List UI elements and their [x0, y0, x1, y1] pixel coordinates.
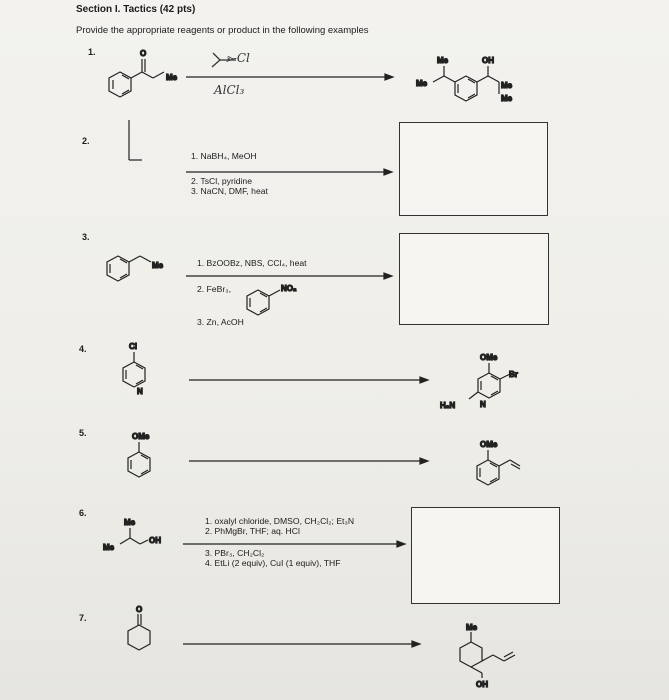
- problem-7-product-oh: OH: [476, 680, 488, 689]
- problem-6-number: 6.: [79, 508, 87, 518]
- problem-4-product-h2n: H₂N: [440, 401, 456, 410]
- problem-4-product-br: Br: [509, 370, 518, 379]
- problem-1-arrow: [186, 74, 393, 80]
- problem-7-product-me: Me: [466, 623, 478, 632]
- problem-6-start-oh: OH: [149, 536, 161, 545]
- problem-5-number: 5.: [79, 428, 87, 438]
- problem-1-product-me-bottom: Me: [501, 94, 513, 103]
- problem-5-start-ome: OMe: [132, 432, 150, 441]
- problem-6-arrow: [183, 541, 405, 547]
- problem-6-reagent-1: 1. oxalyl chloride, DMSO, CH₂Cl₂; Et₃N: [205, 516, 355, 526]
- problem-4-start-n: N: [137, 387, 143, 396]
- problem-6-reagent-2: 2. PhMgBr, THF; aq. HCl: [205, 526, 300, 536]
- problem-3-reagent-1: 1. BzOOBz, NBS, CCl₄, heat: [197, 258, 307, 268]
- problem-1-start-carbonyl-o: O: [140, 49, 147, 58]
- problem-1-start-me: Me: [166, 73, 178, 82]
- problem-3-starting-material: [107, 256, 151, 281]
- problem-1-handwritten-isopropyl: [212, 53, 236, 67]
- problem-7-number: 7.: [79, 613, 87, 623]
- section-title: Section I. Tactics (42 pts): [76, 4, 196, 15]
- problem-7-start-o: O: [136, 605, 143, 614]
- problem-1-product-oh: OH: [482, 56, 494, 65]
- problem-7-starting-cyclohexanone: [128, 614, 150, 650]
- problem-3-reagent-3: 3. Zn, AcOH: [197, 317, 244, 327]
- problem-3-nitrobenzene-reagent: [247, 290, 280, 315]
- problem-5-starting-anisole: [128, 442, 150, 477]
- problem-4-number: 4.: [79, 344, 87, 354]
- problem-2-number: 2.: [82, 136, 90, 146]
- problem-6-reagent-3: 3. PBr₃, CH₂Cl₂: [205, 548, 265, 558]
- problem-6-start-me-top: Me: [124, 518, 136, 527]
- problem-3-reagent-2: 2. FeBr₃,: [197, 284, 232, 294]
- problem-2-reagent-3: 3. NaCN, DMF, heat: [191, 186, 268, 196]
- problem-4-start-cl: Cl: [129, 342, 137, 351]
- problem-4-product-pyridine: [469, 363, 510, 399]
- problem-6-reagent-4: 4. EtLi (2 equiv), CuI (1 equiv), THF: [205, 558, 341, 568]
- problem-1-reagent-alkyl-chloride: ⪢-Cl: [226, 51, 250, 65]
- problem-3-arrow: [186, 273, 392, 279]
- problem-3-start-me: Me: [152, 261, 164, 270]
- problem-6-start-me-left: Me: [103, 543, 115, 552]
- instructions: Provide the appropriate reagents or product in the following examples: [76, 25, 369, 36]
- problem-2-arrow: [129, 120, 392, 175]
- problem-7-product: [460, 632, 515, 678]
- problem-3-reagent-no2: NO₂: [281, 284, 297, 293]
- problem-2-reagent-2: 2. TsCl, pyridine: [191, 176, 252, 186]
- problem-5-arrow: [189, 458, 428, 464]
- problem-5-product: [477, 450, 520, 485]
- problem-7-arrow: [183, 641, 420, 647]
- problem-5-product-ome: OMe: [480, 440, 498, 449]
- problem-6-starting-alcohol: [120, 528, 148, 544]
- problem-1-reagent-lewis-acid: AlCl₃: [214, 83, 245, 97]
- problem-4-starting-pyridine: [123, 352, 145, 387]
- problem-1-product-me-left: Me: [416, 79, 428, 88]
- problem-3-number: 3.: [82, 232, 90, 242]
- problem-1-number: 1.: [88, 47, 96, 57]
- problem-1-starting-material: [109, 59, 164, 97]
- problem-2-reagent-1: 1. NaBH₄, MeOH: [191, 151, 257, 161]
- problem-4-product-ome: OMe: [480, 353, 498, 362]
- problem-1-product-me-right: Me: [501, 81, 513, 90]
- problem-4-arrow: [189, 377, 428, 383]
- problem-4-product-n: N: [480, 400, 486, 409]
- problem-1-product: [433, 66, 499, 101]
- problem-1-product-me-top: Me: [437, 56, 449, 65]
